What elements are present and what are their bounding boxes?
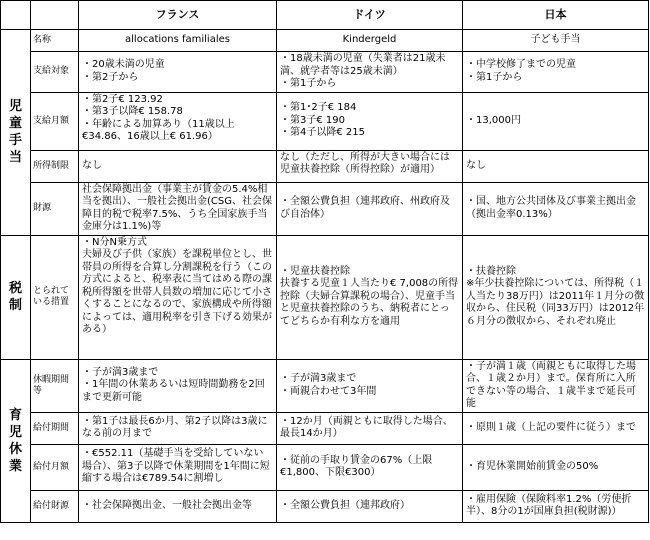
cell-japan-benefit-funding: ・雇用保険（保険料率1.2%（労使折半）、8分の1が国庫負担(税財源)）: [463, 490, 649, 522]
cell-germany-funding: ・全額公費負担（連邦政府、州政府及び自治体）: [277, 182, 463, 235]
cell-france-eligibility: ・20歳未満の児童 ・第2子から: [79, 52, 277, 93]
item-name-label: 名称: [31, 30, 79, 52]
item-funding-label: 財源: [31, 182, 79, 235]
header-germany: ドイツ: [277, 1, 463, 30]
cell-germany-tax-measures: ・児童扶養控除 扶養する児童１人当たり€ 7,008の所得控除（夫婦合算課税の場合）、児童手当と児童扶養控除のうち、納税者にとってどちらか有利な方を適用: [277, 235, 463, 359]
group-child-allowance: 児 童 手 当: [1, 30, 31, 236]
cell-germany-name: Kindergeld: [277, 30, 463, 52]
cell-japan-benefit-period: ・原則１歳（上記の要件に従う）まで: [463, 412, 649, 444]
corner-cell-item: [31, 1, 79, 30]
cell-france-income-limit: なし: [79, 150, 277, 182]
row-tax-measures: [1, 235, 649, 359]
group-tax: 税 制: [1, 235, 31, 359]
row-benefit-amount: [1, 444, 649, 490]
corner-cell: [1, 1, 31, 30]
item-eligibility-label: 支給対象: [31, 52, 79, 93]
row-name: [1, 30, 649, 52]
header-japan: 日本: [463, 1, 649, 30]
cell-japan-benefit-amount: ・育児休業開始前賃金の50%: [463, 444, 649, 490]
cell-france-leave-period: ・子が満3歳まで ・1年間の休業あるいは短時間勤務を2回まで更新可能: [79, 359, 277, 412]
cell-france-tax-measures: ・N分N乗方式 夫婦及び子供（家族）を課税単位とし、世帯員の所得を合算し分割課税を行う（この方式によると、税率表に当てはめる際の課税所得額を世帯人員数の増加に応じて小さくすることになるので、家族構成や所得額によっては、適用税率を引き下げる効果がある）: [79, 235, 277, 359]
cell-france-funding: 社会保障拠出金（事業主が賃金の5.4%相当を拠出）、一般社会拠出金(CSG、社会保障目的税で税率7.5%、うち全国家族手当金庫分は1.1%)等: [79, 182, 277, 235]
cell-france-monthly-amount: ・第2子€ 123.92 ・第3子以降€ 158.78 ・年齢による加算あり（11歳以上€34.86、16歳以上€ 61.96）: [79, 92, 277, 150]
row-income-limit: [1, 150, 649, 182]
row-eligibility: [1, 52, 649, 93]
cell-france-benefit-amount: ・€552.11（基礎手当を受給していない場合）、第3子以降で休業期間を1年間に短縮する場合は€789.54に割増し: [79, 444, 277, 490]
cell-france-benefit-period: ・第1子は最長6か月、第2子以降は3歳になる前の月まで: [79, 412, 277, 444]
header-france: フランス: [79, 1, 277, 30]
row-monthly-amount: [1, 92, 649, 150]
item-benefit-period-label: 給付期間: [31, 412, 79, 444]
group-parental-leave: 育 児 休 業: [1, 359, 31, 522]
item-monthly-amount-label: 支給月額: [31, 92, 79, 150]
row-benefit-period: [1, 412, 649, 444]
cell-japan-income-limit: なし: [463, 150, 649, 182]
item-benefit-funding-label: 給付財源: [31, 490, 79, 522]
cell-germany-eligibility: ・18歳未満の児童（失業者は21歳未満、就学者等は25歳未満） ・第1子から: [277, 52, 463, 93]
row-leave-period: [1, 359, 649, 412]
cell-japan-funding: ・国、地方公共団体及び事業主拠出金（拠出金率0.13%）: [463, 182, 649, 235]
item-tax-measures-label: とられている措置: [31, 235, 79, 359]
cell-japan-tax-measures: ・扶養控除 ※年少扶養控除については、所得税（１人当たり38万円）は2011年１月分の徴収から、住民税（同33万円）は2012年６月分の徴収から、それぞれ廃止: [463, 235, 649, 359]
cell-germany-benefit-funding: ・全額公費負担（連邦政府）: [277, 490, 463, 522]
cell-japan-name: 子ども手当: [463, 30, 649, 52]
item-benefit-amount-label: 給付月額: [31, 444, 79, 490]
cell-japan-leave-period: ・子が満１歳（両親ともに取得した場合、１歳２か月）まで。保育所に入所できない等の場合、１歳半まで延長可能: [463, 359, 649, 412]
cell-japan-monthly-amount: ・13,000円: [463, 92, 649, 150]
item-leave-period-label: 休暇期間等: [31, 359, 79, 412]
item-income-limit-label: 所得制限: [31, 150, 79, 182]
cell-germany-benefit-period: ・12か月（両親ともに取得した場合、最長14か月）: [277, 412, 463, 444]
cell-germany-monthly-amount: ・第1･2子€ 184 ・第3子€ 190 ・第4子以降€ 215: [277, 92, 463, 150]
cell-france-name: allocations familiales: [79, 30, 277, 52]
row-benefit-funding: [1, 490, 649, 522]
cell-japan-eligibility: ・中学校修了までの児童 ・第1子から: [463, 52, 649, 93]
cell-germany-leave-period: ・子が満3歳まで ・両親合わせて3年間: [277, 359, 463, 412]
cell-germany-income-limit: なし（ただし、所得が大きい場合には児童扶養控除（所得控除）が適用）: [277, 150, 463, 182]
cell-germany-benefit-amount: ・従前の手取り賃金の67%（上限€1,800、下限€300）: [277, 444, 463, 490]
header-row: [1, 1, 649, 30]
cell-france-benefit-funding: ・社会保障拠出金、一般社会拠出金等: [79, 490, 277, 522]
row-funding: [1, 182, 649, 235]
